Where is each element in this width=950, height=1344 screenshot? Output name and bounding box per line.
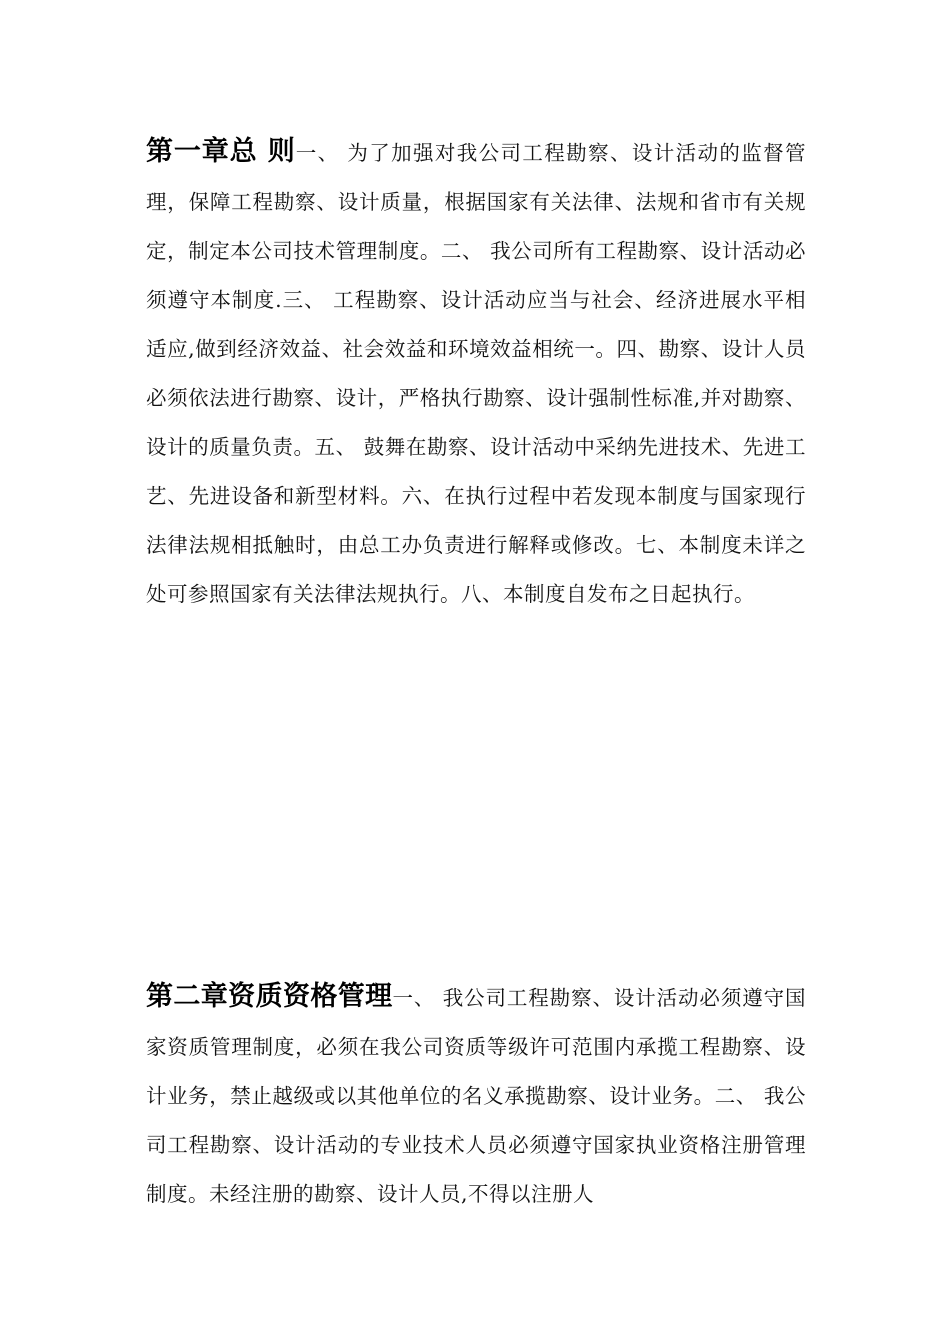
chapter-one-heading: 第一章总 则 bbox=[146, 136, 296, 167]
chapter-two-section bbox=[146, 972, 806, 1219]
chapter-one-body: 一、 为了加强对我公司工程勘察、设计活动的监督管理，保障工程勘察、设计质量，根据国家有关法律、法规和省市有关规定，制定本公司技术管理制度。二、 我公司所有工程勘察、设计活动必须遵守本制度.三、 工程勘察、设计活动应当与社会、经济进展水平相适应,做到经济效益、社会效益和环境效益相统一。四、勘察、设计人员必须依法进行勘察、设计，严格执行勘察、设计强制性标准,并对勘察、设计的质量负责。五、 鼓舞在勘察、设计活动中采纳先进技术、先进工艺、先进设备和新型材料。六、在执行过程中若发现本制度与国家现行法律法规相抵触时，由总工办负责进行解释或修改。七、本制度未详之处可参照国家有关法律法规执行。八、本制度自发布之日起执行。 bbox=[146, 141, 807, 606]
chapter-one-section bbox=[146, 127, 806, 619]
chapter-two-heading: 第二章资质资格管理 bbox=[146, 981, 393, 1012]
chapter-two-body: 一、 我公司工程勘察、设计活动必须遵守国家资质管理制度，必须在我公司资质等级许可范围内承揽工程勘察、设计业务，禁止越级或以其他单位的名义承揽勘察、设计业务。二、 我公司工程勘察、设计活动的专业技术人员必须遵守国家执业资格注册管理制度。未经注册的勘察、设计人员,不得以注册人 bbox=[146, 986, 807, 1206]
